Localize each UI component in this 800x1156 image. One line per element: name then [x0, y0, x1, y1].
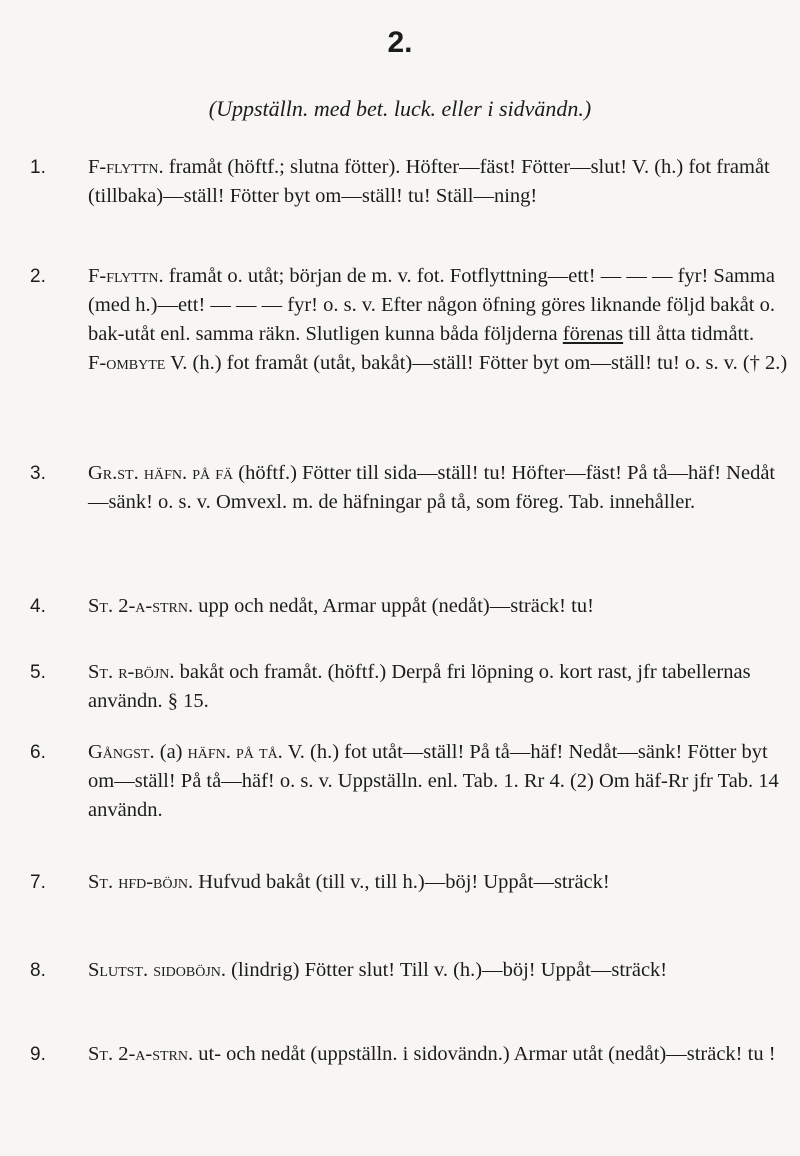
entry-run: V. (h.) fot utåt—ställ! På tå—häf! Nedåt—sänk! Fötter byt om—ställ! På tå—häf! o. s. v. — [88, 741, 768, 792]
entry-run: (höftf.) — [233, 462, 303, 484]
entry-paragraph — [88, 868, 788, 897]
entry-number: 7. — [30, 872, 46, 893]
entry-paragraph — [88, 459, 788, 517]
entry-run: enl. samma räkn. Slutligen kunna båda följderna — [155, 323, 563, 345]
exercise-name: St. 2-a-strn. — [88, 1043, 194, 1065]
entry-run: bak-utåt — [88, 323, 156, 345]
entry-run: ut- och nedåt (uppställn. i sidovändn.) — [193, 1043, 514, 1065]
entry-number: 4. — [30, 596, 46, 617]
entry-paragraph — [88, 153, 788, 211]
section-heading: (Uppställn. med bet. luck. eller i sidvändn.) — [208, 96, 592, 121]
entry-run: bakåt och framåt. (höftf.) Derpå fri löpning o. kort rast, jfr tabellernas användn. § 15. — [88, 661, 751, 712]
entry-run: Fötter till sida—ställ! tu! Höfter—fäst! På tå—häf! Nedåt—sänk! o. s. v. — [88, 462, 776, 513]
entry-text — [88, 1040, 788, 1069]
entry-run: a — [166, 741, 176, 763]
entry-run: Armar utåt (nedåt)—sträck! tu ! — [513, 1043, 776, 1065]
entry-run: upp och nedåt, — [193, 595, 323, 617]
exercise-name: F-ombyte — [88, 352, 166, 374]
exercise-name: Gr.st. häfn. på fä — [88, 462, 234, 484]
entry-run: V. (h.) fot framåt (utåt, bakåt)—ställ! Fötter byt om—ställ! tu! o. s. v. — [170, 352, 738, 374]
entry-number: 3. — [30, 463, 46, 484]
entry-run: Armar uppåt (nedåt)—sträck! tu! — [322, 595, 594, 617]
entry-run: o. — [754, 294, 775, 316]
entry-number: 6. — [30, 742, 46, 763]
entry-run: Uppställn. enl. Tab. 1. Rr 4. (2) Om häf-Rr jfr Tab. 14 användn. — [88, 770, 779, 821]
entry-run: förenas — [562, 323, 624, 345]
entry-run: Höfter—fäst! Fötter—slut! V. (h.) fot framåt (tillbaka)—ställ! Fötter byt om—ställ! tu! Ställ—ning! — [88, 156, 770, 207]
entry-number: 2. — [30, 266, 46, 287]
entry-paragraph — [88, 956, 788, 985]
entry-paragraph — [88, 1040, 788, 1069]
entry-text — [88, 592, 788, 621]
exercise-name: St. hfd-böjn. — [88, 871, 194, 893]
exercise-name: F-flyttn. — [88, 265, 164, 287]
entry-paragraph — [88, 658, 788, 716]
entry-text — [88, 956, 788, 985]
entry-run: till åtta tidmått. — [623, 323, 755, 345]
entry-number: 8. — [30, 960, 46, 981]
entry-run: Fotflyttning—ett! — — — fyr! Samma (med h.)—ett! — — — fyr! o. s. v. — [88, 265, 775, 316]
entry-number: 1. — [30, 157, 46, 178]
exercise-name: F-flyttn. — [88, 156, 164, 178]
entry-text — [88, 658, 788, 716]
entry-run: Efter någon öfning göres liknande följd — [375, 294, 711, 316]
exercise-name: Gångst. — [88, 741, 155, 763]
page-number: 2. — [387, 26, 413, 59]
entry-paragraph — [88, 349, 788, 378]
entry-run: (lindrig) — [226, 959, 305, 981]
exercise-name: St. 2-a-strn. — [88, 595, 194, 617]
entry-run: framåt (höftf.; slutna fötter). — [163, 156, 406, 178]
entry-run: Omvexl. m. de häfningar på tå, som föreg. Tab. innehåller. — [210, 491, 696, 513]
entry-run: Hufvud bakåt (till v., till h.)—böj! Uppåt—sträck! — [198, 871, 610, 893]
entry-text — [88, 262, 788, 378]
entry-paragraph — [88, 738, 788, 825]
entry-run: ( — [154, 741, 167, 763]
entry-paragraph — [88, 592, 788, 621]
entry-run: († 2.) — [737, 352, 788, 374]
entry-text — [88, 868, 788, 897]
entry-run: bakåt — [710, 294, 755, 316]
entry-text — [88, 459, 788, 517]
entry-run: framåt o. utåt; början de m. v. fot. — [163, 265, 450, 287]
entry-run: Fötter slut! Till v. (h.)—böj! Uppåt—sträck! — [304, 959, 668, 981]
exercise-name: häfn. på tå. — [187, 741, 283, 763]
entry-number: 5. — [30, 662, 46, 683]
entry-text — [88, 738, 788, 825]
exercise-name: Slutst. sidoböjn. — [88, 959, 227, 981]
entry-paragraph — [88, 262, 788, 349]
entry-run: ) — [175, 741, 188, 763]
entry-number: 9. — [30, 1044, 46, 1065]
exercise-name: St. r-böjn. — [88, 661, 175, 683]
entry-text — [88, 153, 788, 211]
